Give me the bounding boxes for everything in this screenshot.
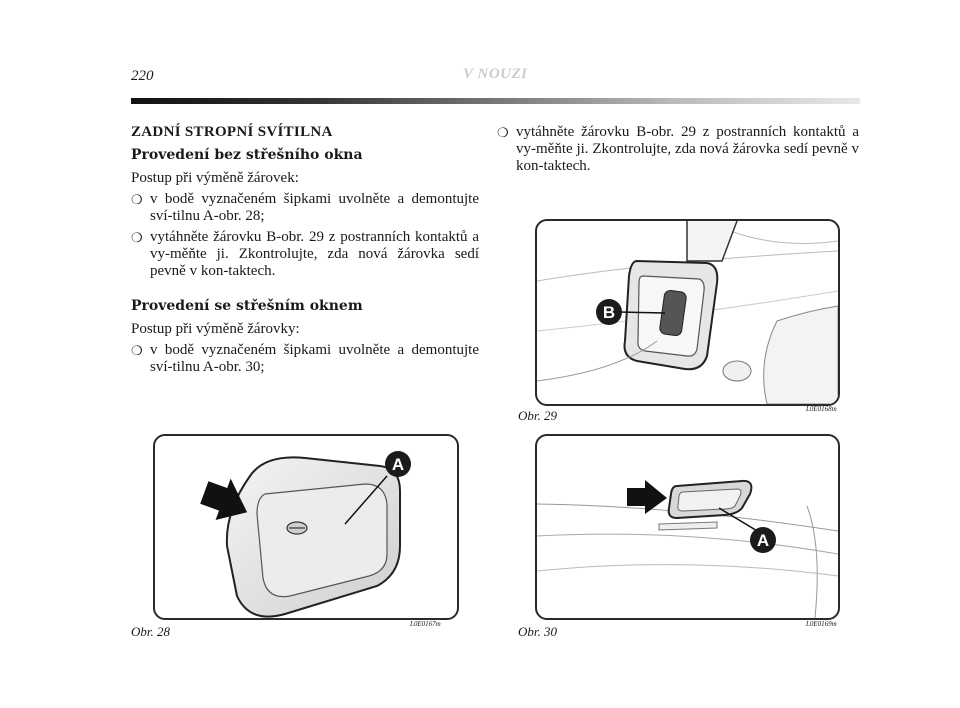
figure-28-image: [153, 434, 459, 620]
sunroof-lamp-illustration: [537, 436, 838, 618]
figure-30-image: [535, 434, 840, 620]
list-item-text: v bodě vyznačeném šipkami uvolněte a demontujte sví-tilnu A-obr. 30;: [150, 342, 479, 375]
list-item-text: vytáhněte žárovku B-obr. 29 z postranních kontaktů a vy-měňte ji. Zkontrolujte, zda nová žárovka sedí pevně v kon-taktech.: [150, 229, 479, 279]
callout-label: B: [602, 303, 616, 322]
bullet-icon: ❍: [131, 230, 143, 245]
callout-label: A: [756, 531, 770, 550]
lamp-cover-illustration: [155, 436, 457, 618]
right-column: [497, 124, 859, 179]
list-item: [131, 229, 479, 280]
callout-label: A: [391, 455, 405, 474]
list-item: [131, 191, 479, 225]
left-column: [131, 124, 479, 380]
list-item-text: v bodě vyznačeném šipkami uvolněte a demontujte sví-tilnu A-obr. 28;: [150, 191, 479, 224]
figure-code: L0E0169m: [806, 620, 837, 628]
section-title: V NOUZI: [463, 66, 528, 82]
figure-caption: Obr. 30: [518, 624, 558, 639]
intro-text: Postup při výměně žárovek:: [131, 170, 299, 186]
bullet-icon: ❍: [497, 125, 509, 140]
list-item-text: vytáhněte žárovku B-obr. 29 z postranních kontaktů a vy-měňte ji. Zkontrolujte, zda nová žárovka sedí pevně v kon-taktech.: [516, 124, 859, 174]
figure-29-image: [535, 219, 840, 406]
subheading-with-sunroof: Provedení se střešním oknem: [131, 298, 363, 314]
figure-code: L0E0167m: [410, 620, 441, 628]
bullet-icon: ❍: [131, 343, 143, 358]
page-number: 220: [131, 68, 154, 84]
list-item: [131, 342, 479, 376]
figure-caption: Obr. 29: [518, 408, 558, 423]
figure-code: L0E0168m: [806, 405, 837, 413]
figure-caption: Obr. 28: [131, 624, 171, 639]
bullet-icon: ❍: [131, 192, 143, 207]
intro-text: Postup při výměně žárovky:: [131, 321, 300, 337]
header-rule: [131, 98, 860, 104]
subheading-no-sunroof: Provedení bez střešního okna: [131, 147, 363, 163]
list-item: [497, 124, 859, 175]
section-heading: ZADNÍ STROPNÍ SVÍTILNA: [131, 124, 333, 140]
bulb-replacement-illustration: [537, 221, 838, 404]
